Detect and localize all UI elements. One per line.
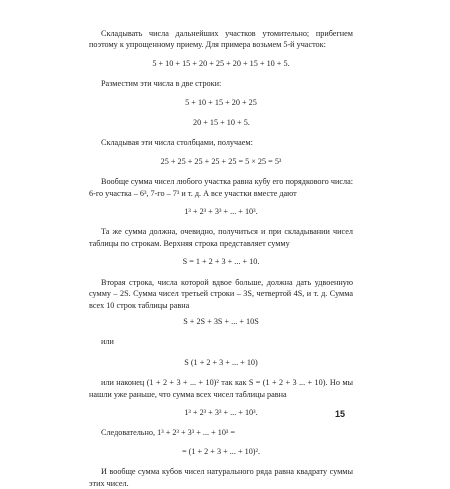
equation: S = 1 + 2 + 3 + ... + 10. — [182, 257, 260, 267]
paragraph: Складывать числа дальнейших участков утомительно; прибегнем поэтому к упрощенному приему. Для примера возьмем 5-й участок: — [89, 29, 353, 50]
equation: 25 + 25 + 25 + 25 + 25 = 5 × 25 = 5³ — [160, 156, 282, 166]
paragraph: И вообще сумма кубов чисел натурального ряда равна квадрату суммы этих чисел. — [89, 467, 353, 488]
equation: 20 + 15 + 10 + 5. — [193, 118, 250, 128]
paragraph: Вообще сумма чисел любого участка равна кубу его порядкового числа: 6-го участка – 6³, 7-го – 7³ и т. д. А все участки вместе дают — [89, 177, 353, 198]
paragraph: Разместим эти числа в две строки: — [101, 79, 222, 89]
equation: 1³ + 2³ + 3³ + ... + 10³. — [184, 407, 258, 417]
equation: S (1 + 2 + 3 + ... + 10) — [184, 357, 258, 367]
page-body — [89, 28, 353, 489]
equation: 1³ + 2³ + 3³ + ... + 10³. — [184, 207, 258, 217]
paragraph: Следовательно, 1³ + 2³ + 3³ + ... + 10³ = — [101, 428, 236, 438]
equation: 5 + 10 + 15 + 20 + 25 + 20 + 15 + 10 + 5. — [152, 58, 290, 68]
paragraph: или — [101, 337, 114, 347]
equation: 5 + 10 + 15 + 20 + 25 — [185, 97, 257, 107]
paragraph: Та же сумма должна, очевидно, получиться и при складывании чисел таблицы по строкам. Верхняя строка представляет сумму — [89, 227, 353, 248]
equation: S + 2S + 3S + ... + 10S — [183, 316, 259, 326]
equation: = (1 + 2 + 3 + ... + 10)². — [181, 446, 261, 456]
paragraph: или наконец (1 + 2 + 3 + ... + 10)² так как S = (1 + 2 + 3 ... + 10). Но мы нашли уже раньше, что сумма всех чисел таблицы равна — [89, 378, 353, 399]
page-number: 15 — [335, 409, 346, 419]
paragraph: Складывая эти числа столбцами, получаем: — [101, 138, 253, 148]
paragraph: Вторая строка, числа которой вдвое больше, должна дать удвоенную сумму – 2S. Сумма чисел третьей строки – 3S, четвертой 4S, и т. д. Сумма всех 10 строк таблицы равна — [89, 277, 353, 310]
